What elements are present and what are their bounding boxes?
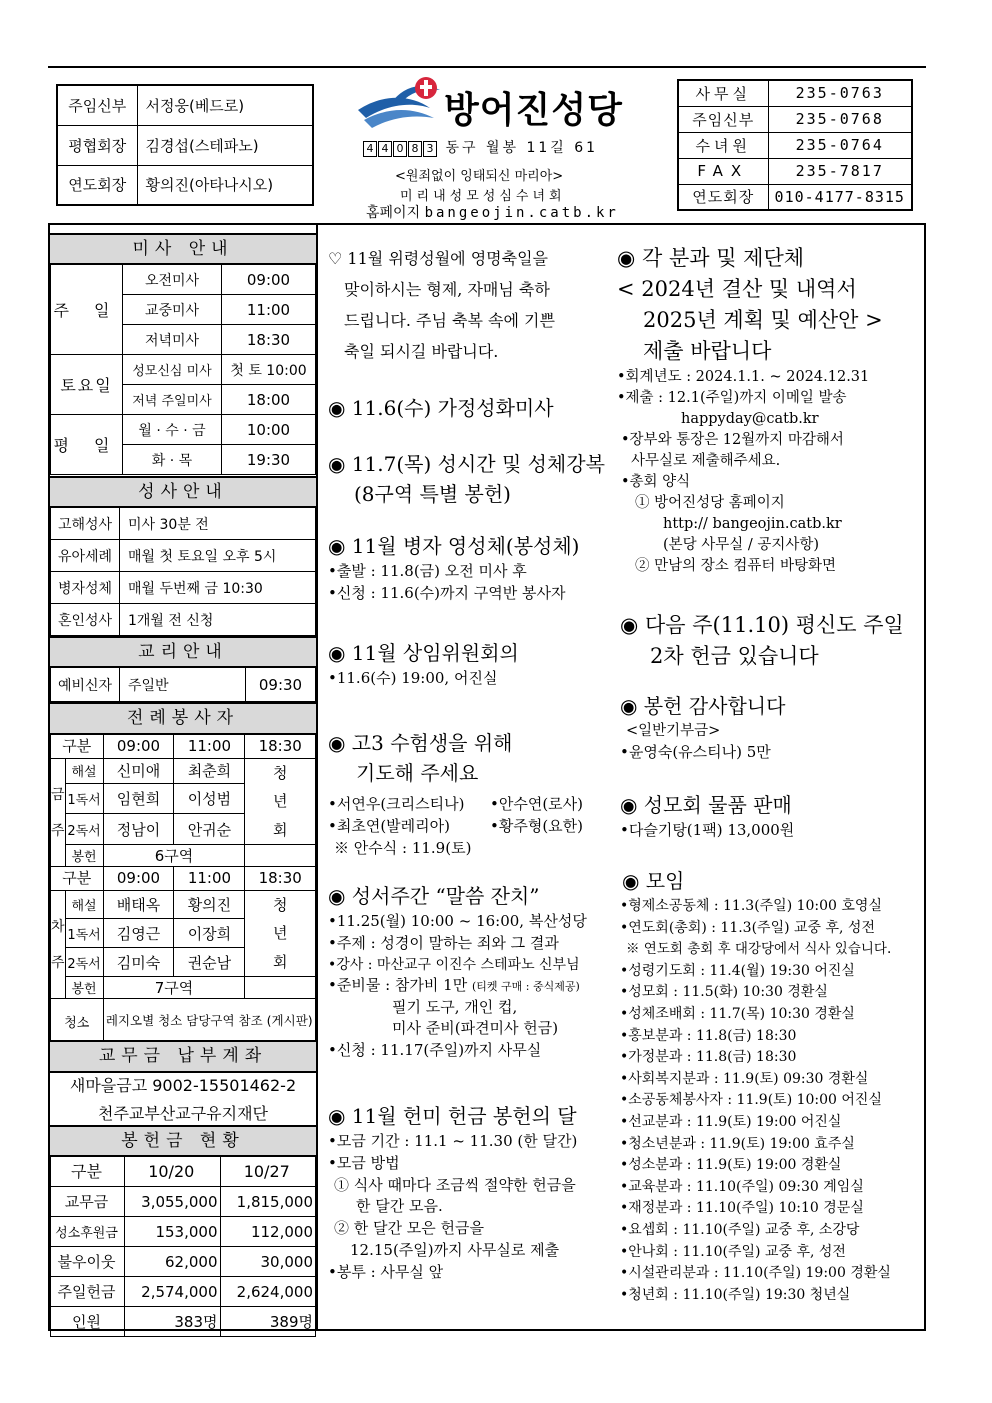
meeting-item: •재정분과 : 11.10(주일) 10:10 경문실 [620,1200,864,1217]
bullet: ② 만남의 장소 컴퓨터 바탕화면 [635,558,837,575]
meeting-item: •사회복지분과 : 11.9(토) 09:30 경환실 [620,1070,869,1087]
section-heading: 제출 바랍니다 [643,339,772,363]
phone-value: 235-7817 [768,158,912,184]
bullet: •11.6(수) 19:00, 어진실 [328,669,498,687]
liturgy-person: 황의진 [174,890,245,919]
sacrament-value: 매월 첫 토요일 오후 5시 [120,540,316,572]
sacrament-label: 혼인성사 [51,604,120,636]
section-heading: ◉ 11.7(목) 성시간 및 성체강복 [328,452,605,476]
meeting-item: •성체조배회 : 11.7(목) 10:30 경환실 [620,1005,855,1022]
section-heading: ◉ 11월 상임위원회의 [328,641,519,665]
cross-circle-icon [415,77,437,99]
section-heading: < 2024년 결산 및 내역서 [617,277,857,301]
leader-value: 황의진(아타나시오) [137,165,313,205]
meeting-item: •성소분과 : 11.9(토) 19:00 경환실 [620,1157,842,1174]
liturgy-header: 구분 [51,867,104,891]
liturgy-person: 김미숙 [103,948,174,977]
mass-time: 10:00 [222,415,316,445]
postal-digit: 0 [393,141,407,157]
meeting-item: •홍보분과 : 11.8(금) 18:30 [620,1027,797,1044]
mass-table [50,264,316,475]
liturgy-table [50,734,316,1044]
offering-label: 인원 [51,1307,125,1337]
mass-name: 저녁미사 [123,325,222,355]
offering-value: 2,574,000 [125,1277,221,1307]
youth-label: 회 [272,952,288,971]
offering-header: 구분 [51,1157,125,1187]
meeting-item: •청년회 : 11.10(주일) 19:30 청년실 [620,1286,851,1303]
bullet: •모금 기간 : 11.1 ~ 11.30 (한 달간) [328,1132,578,1150]
liturgy-offer-group: 7구역 [103,977,245,999]
bullet: 한 달간 모음. [356,1197,443,1216]
offering-table [50,1156,316,1337]
section-bible-week [328,881,613,1062]
mass-day: 토요일 [51,355,123,415]
bullet: •최초연(발레리아) [328,816,450,835]
bullet: 필기 도구, 개인 컵, [392,997,518,1016]
bullet: •다슬기탕(1팩) 13,000원 [620,821,795,839]
note: ※ 안수식 : 11.9(토) [334,838,472,857]
liturgy-header: 11:00 [174,867,245,891]
bullet: 미사 준비(파견미사 헌금) [392,1019,559,1038]
mass-time: 18:00 [222,385,316,415]
bullet: (본당 사무실 / 공지사항) [663,537,820,554]
section-heading: ◉ 11월 헌미 헌금 봉헌의 달 [328,1104,577,1128]
meeting-item: •형제소공동체 : 11.3(주일) 10:00 호영실 [620,898,882,914]
address-text: 동구 월봉 11길 61 [445,140,599,156]
section-rice-offering [328,1101,613,1283]
phone-label: 주임신부 [678,106,768,132]
liturgy-role: 2독서 [65,814,103,845]
offering-value: 2,624,000 [220,1277,316,1307]
bullet: •주제 : 성경이 말하는 죄와 그 결과 [328,933,559,952]
liturgy-person: 배태옥 [103,890,174,919]
week-label: 금 [51,787,65,804]
section-heading: ◉ 11월 병자 영성체(봉성체) [328,534,580,558]
address [363,137,598,157]
liturgy-offer-group: 6구역 [103,845,245,867]
section-students [328,728,613,859]
youth-label: 년 [272,792,288,810]
homepage-label: 홈페이지 [366,205,421,221]
phone-label: 연도회장 [678,184,768,210]
greeting-line: 드립니다. 주님 축복 속에 기쁜 [344,311,555,330]
liturgy-role: 봉헌 [65,977,103,999]
offering-title: 봉헌금 현황 [50,1125,316,1157]
leaders-table [56,84,314,206]
mass-title: 미사 안내 [50,233,316,265]
offering-value: 112,000 [220,1217,316,1247]
meeting-item: •성모회 : 11.5(화) 10:30 경환실 [620,984,828,1001]
meeting-item: •청소년분과 : 11.9(토) 19:00 효주실 [620,1135,855,1152]
postal-digit: 8 [408,141,422,157]
mass-time: 19:30 [222,445,316,475]
sacrament-label: 유아세례 [51,540,120,572]
phone-value: 235-0763 [768,80,912,106]
bullet: •출발 : 11.8(금) 오전 미사 후 [328,562,527,580]
homepage-link[interactable]: http:// bangeojin.catb.kr [663,516,842,533]
liturgy-person: 안귀순 [174,814,245,845]
section-sick-communion [328,531,608,605]
bullet: •강사 : 마산교구 이진수 스테파노 신부님 [328,956,580,973]
mass-name: 화 · 목 [123,445,222,475]
youth-label: 청 [272,763,288,782]
bullet: •신청 : 11.6(수)까지 구역반 봉사자 [328,583,566,602]
phone-value: 010-4177-8315 [768,184,912,210]
bullet: •봉투 : 사무실 앞 [328,1262,444,1281]
account-info [50,1072,316,1128]
convent: 미리내성모성심수녀회 [400,189,566,204]
liturgy-person: 신미애 [103,758,174,783]
section-laity-sunday [620,610,920,672]
phone-label: 사무실 [678,80,768,106]
section-committee-reports [617,243,917,577]
section-heading: ◉ 고3 수험생을 위해 [328,731,513,755]
liturgy-role: 해설 [65,890,103,919]
liturgy-role: 1독서 [65,783,103,814]
section-heading: ◉ 성모회 물품 판매 [620,793,792,817]
meeting-item: •선교분과 : 11.9(토) 19:00 어진실 [620,1113,842,1130]
section-heading: ◉ 봉헌 감사합니다 [620,694,786,718]
bullet: •신청 : 11.17(주일)까지 사무실 [328,1041,542,1060]
homepage [366,202,619,222]
mass-time: 첫 토 10:00 [222,355,316,385]
liturgy-header: 18:30 [245,735,316,759]
liturgy-person: 권순남 [174,948,245,977]
bullet: •장부와 통장은 12월까지 마감해서 [621,432,844,449]
section-heading: ◉ 성서주간 “말씀 잔치” [328,884,540,908]
greeting-line: 축일 되시길 바랍니다. [344,342,499,361]
bullet: ① 방어진성당 홈페이지 [635,495,785,512]
bullet: •모금 방법 [328,1153,400,1172]
sacrament-value: 매월 두번째 금 10:30 [120,572,316,604]
section-heading: ◉ 다음 주(11.10) 평신도 주일 [620,613,904,637]
bullet: ① 식사 때마다 조금씩 절약한 헌금을 [334,1175,576,1194]
bullet: •서연우(크리스티나) [328,795,465,813]
section-heading: 2차 헌금 있습니다 [650,644,819,668]
offering-value: 389명 [220,1307,316,1337]
mass-time: 18:30 [222,325,316,355]
offering-label: 주일헌금 [51,1277,125,1307]
sacrament-title: 성사안내 [50,476,316,508]
liturgy-person: 임현희 [103,783,174,814]
section-subheading: 기도해 주세요 [356,761,479,785]
mass-name: 교중미사 [123,295,222,325]
phone-label: 수녀원 [678,132,768,158]
liturgy-role: 1독서 [65,919,103,948]
liturgy-header: 09:00 [103,735,174,759]
phone-table [677,79,913,211]
phone-label: FAX [678,158,768,184]
account-number: 새마을금고 9002-15501462-2 [69,1076,297,1095]
liturgy-person: 이장희 [174,919,245,948]
bullet: ② 한 달간 모은 헌금을 [334,1219,484,1237]
section-thanks [620,691,920,764]
section-sale [620,790,920,842]
offering-value: 153,000 [125,1217,221,1247]
phone-value: 235-0764 [768,132,912,158]
account-title: 교무금 납부계좌 [50,1040,316,1073]
meeting-note: ※ 연도회 총회 후 대강당에서 식사 있습니다. [626,941,892,958]
leader-value: 서정웅(베드로) [137,85,313,125]
mass-name: 저녁 주일미사 [123,385,222,415]
meeting-item: •시설관리분과 : 11.10(주일) 19:00 경환실 [620,1265,891,1282]
catechism-time: 09:30 [246,668,316,702]
youth-label: 년 [272,924,288,942]
week-label: 주 [51,823,65,840]
bullet: •윤영숙(유스티나) 5만 [620,743,771,762]
sacrament-label: 병자성체 [51,572,120,604]
week-label: 차 [51,919,65,936]
bullet-note: (티켓 구매 : 중식제공) [471,979,580,993]
sacrament-label: 고해성사 [51,508,120,540]
mass-time: 09:00 [222,265,316,295]
offering-value: 3,055,000 [125,1187,221,1217]
cleaning-value: 레지오별 청소 담당구역 참조 (게시판) [103,999,315,1044]
homepage-url[interactable]: bangeojin.catb.kr [424,205,619,221]
postal-digit: 4 [363,141,377,157]
section-heading: ◉ 모임 [622,869,685,893]
bullet: •안수연(로사) [490,795,584,813]
mass-time: 11:00 [222,295,316,325]
mass-name: 오전미사 [123,265,222,295]
meeting-item: •연도회(총회) : 11.3(주일) 교중 후, 성전 [620,919,875,936]
sacrament-value: 1개월 전 신청 [120,604,316,636]
meeting-item: •성령기도회 : 11.4(월) 19:30 어진실 [620,962,855,979]
phone-value: 235-0768 [768,106,912,132]
bullet: •총회 양식 [621,474,691,491]
week-label: 주 [51,955,65,972]
account-holder: 천주교부산교구유지재단 [97,1104,269,1123]
liturgy-header: 09:00 [103,867,174,891]
youth-label: 청 [272,895,288,914]
offering-header: 10/20 [125,1157,221,1187]
bullet: •제출 : 12.1(주일)까지 이메일 발송 [617,390,847,407]
bullet: •황주형(요한) [490,816,584,835]
offering-value: 1,815,000 [220,1187,316,1217]
bullet: 12.15(주일)까지 사무실로 제출 [350,1240,560,1259]
cleaning-label: 청소 [51,999,104,1044]
liturgy-person: 김영근 [103,919,174,948]
meeting-item: •가정분과 : 11.8(금) 18:30 [620,1049,797,1066]
bullet: •11.25(월) 10:00 ~ 16:00, 복산성당 [328,912,587,930]
sacrament-table [50,507,316,636]
sacrament-value: 미사 30분 전 [120,508,316,540]
bullet: 사무실로 제출해주세요. [631,453,781,470]
offering-label: 불우이웃 [51,1247,125,1277]
liturgy-person: 최춘희 [174,758,245,783]
mass-name: 성모신심 미사 [123,355,222,385]
section-holy-hour [328,449,608,509]
greeting-line: ♡ 11월 위령성월에 영명축일을 [328,249,548,268]
offering-value: 62,000 [125,1247,221,1277]
liturgy-role: 봉헌 [65,845,103,867]
catechism-table [50,667,316,702]
subheading: <일반기부금> [626,723,721,739]
section-heading: ◉ 각 분과 및 제단체 [617,246,805,270]
liturgy-role: 해설 [65,758,103,783]
catechism-title: 교리안내 [50,636,316,668]
section-heading: 2025년 계획 및 예산안 > [643,308,883,332]
leader-value: 김경섭(스테파노) [137,125,313,165]
catechism-value: 주일반 [120,668,246,702]
liturgy-header: 11:00 [174,735,245,759]
meeting-item: •요셉회 : 11.10(주일) 교중 후, 소강당 [620,1221,860,1238]
catechism-label: 예비신자 [51,668,120,702]
meeting-item: •소공동체봉사자 : 11.9(토) 10:00 어진실 [620,1092,882,1109]
offering-label: 성소후원금 [51,1217,125,1247]
offering-value: 383명 [125,1307,221,1337]
bullet: •준비물 : 참가비 1만 [328,975,468,994]
motto: <원죄없이 잉태되신 마리아> [395,169,564,184]
mass-day: 평 일 [51,415,123,475]
section-committee [328,638,608,690]
offering-label: 교무금 [51,1187,125,1217]
meeting-item: •안나회 : 11.10(주일) 교중 후, 성전 [620,1243,846,1260]
liturgy-header: 18:30 [245,867,316,891]
leader-label: 연도회장 [57,165,137,205]
meeting-item: •교육분과 : 11.10(주일) 09:30 계임실 [620,1178,864,1195]
postal-digit: 3 [423,141,437,157]
liturgy-title: 전례봉사자 [50,702,316,735]
leader-label: 주임신부 [57,85,137,125]
email[interactable]: happyday@catb.kr [681,411,819,428]
mass-day: 주 일 [51,265,123,355]
liturgy-person: 이성범 [174,783,245,814]
top-rule [48,66,926,68]
liturgy-header: 구분 [51,735,104,759]
offering-header: 10/27 [220,1157,316,1187]
liturgy-role: 2독서 [65,948,103,977]
section-subheading: (8구역 특별 봉헌) [354,482,511,506]
liturgy-person: 정남이 [103,814,174,845]
section-meetings [620,866,920,1306]
leader-label: 평협회장 [57,125,137,165]
postal-digit: 4 [378,141,392,157]
church-name: 방어진성당 [444,90,623,131]
section-family-mass: ◉ 11.6(수) 가정성화미사 [328,396,554,420]
greeting [328,243,606,367]
offering-value: 30,000 [220,1247,316,1277]
youth-label: 회 [272,820,288,839]
mass-name: 월 · 수 · 금 [123,415,222,445]
bullet: •회계년도 : 2024.1.1. ~ 2024.12.31 [617,369,870,385]
greeting-line: 맞이하시는 형제, 자매님 축하 [344,280,550,299]
